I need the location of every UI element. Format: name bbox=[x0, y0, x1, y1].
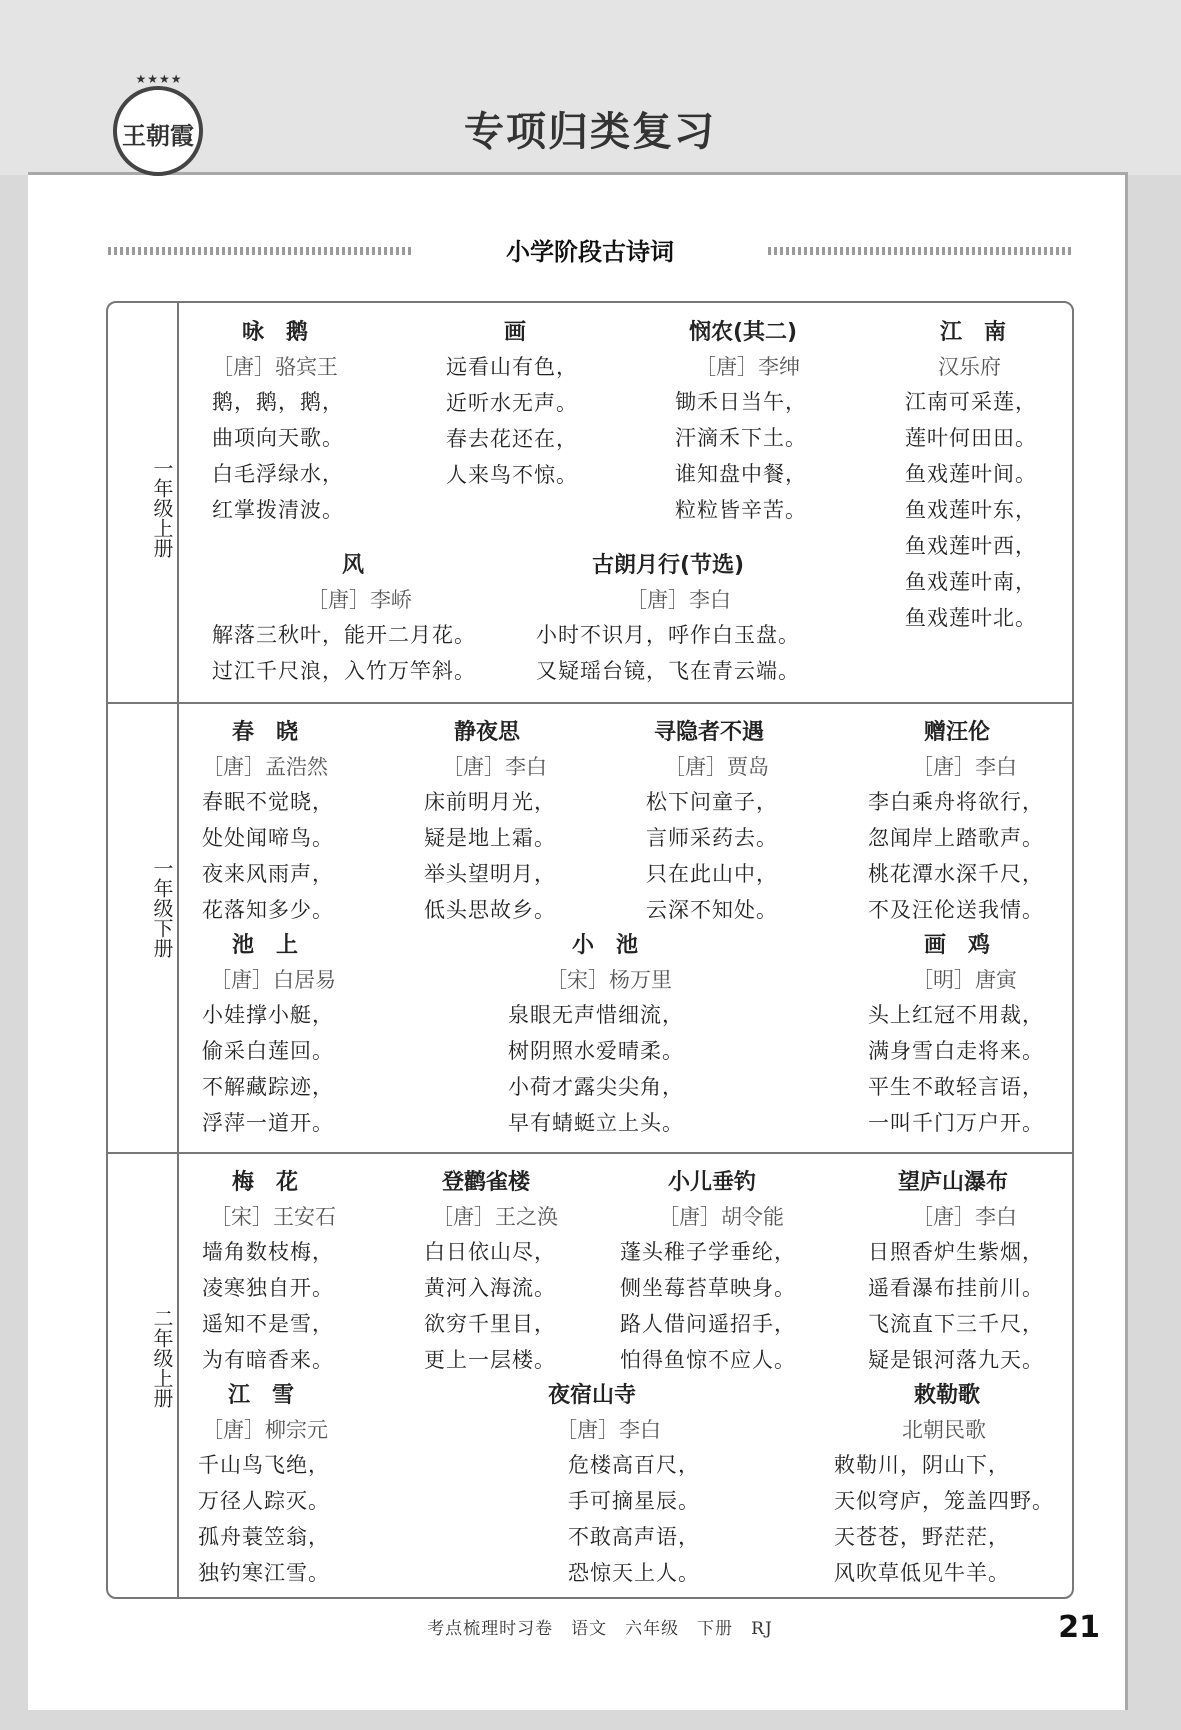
poem-chishang bbox=[202, 929, 402, 1141]
poem-title: 古朗月行(节选) bbox=[592, 553, 745, 578]
poem-title: 小 池 bbox=[572, 933, 639, 958]
poem-meihua bbox=[202, 1166, 402, 1378]
poem-line: 桃花潭水深千尺， bbox=[868, 862, 1044, 886]
poem-line: 小时不识月，呼作白玉盘。 bbox=[536, 623, 800, 647]
poem-author: ［唐］骆宾王 bbox=[212, 355, 338, 379]
section-title: 小学阶段古诗词 bbox=[506, 238, 674, 266]
poem-author: ［宋］杨万里 bbox=[546, 968, 672, 992]
poem-author: ［明］唐寅 bbox=[912, 968, 1017, 992]
poem-line: 千山鸟飞绝， bbox=[198, 1453, 330, 1477]
poem-line: 春去花还在， bbox=[446, 427, 578, 451]
poem-line: 白毛浮绿水， bbox=[212, 462, 344, 486]
poem-line: 蓬头稚子学垂纶， bbox=[620, 1240, 796, 1264]
page-number: 21 bbox=[1058, 1610, 1100, 1645]
table-column-divider bbox=[177, 303, 179, 1597]
poem-line: 天苍苍，野茫茫， bbox=[834, 1525, 1010, 1549]
poem-title: 望庐山瀑布 bbox=[898, 1170, 1009, 1195]
poem-line: 江南可采莲， bbox=[905, 390, 1037, 414]
poem-line: 举头望明月， bbox=[424, 862, 556, 886]
poem-line: 不解藏踪迹， bbox=[202, 1075, 334, 1099]
poem-line: 汗滴禾下土。 bbox=[675, 426, 807, 450]
poem-line: 小荷才露尖尖角， bbox=[508, 1075, 684, 1099]
poem-line: 谁知盘中餐， bbox=[675, 462, 807, 486]
poem-author: ［唐］孟浩然 bbox=[202, 755, 328, 779]
poem-line: 曲项向天歌。 bbox=[212, 426, 344, 450]
poem-yonge bbox=[212, 316, 412, 528]
poem-line: 鱼戏莲叶南， bbox=[905, 570, 1037, 594]
poem-line: 春眠不觉晓， bbox=[202, 790, 334, 814]
poem-line: 恐惊天上人。 bbox=[568, 1561, 700, 1585]
poem-line: 泉眼无声惜细流， bbox=[508, 1003, 684, 1027]
poem-author: ［唐］李绅 bbox=[695, 355, 800, 379]
poem-xunyinzhe bbox=[646, 716, 846, 928]
poem-line: 遥看瀑布挂前川。 bbox=[868, 1276, 1044, 1300]
poem-line: 一叫千门万户开。 bbox=[868, 1111, 1044, 1135]
poem-feng bbox=[212, 549, 502, 689]
poem-line: 平生不敢轻言语， bbox=[868, 1075, 1044, 1099]
poem-line: 锄禾日当午， bbox=[675, 390, 807, 414]
poem-author: ［唐］白居易 bbox=[210, 968, 336, 992]
poem-line: 小娃撑小艇， bbox=[202, 1003, 334, 1027]
poem-title: 小儿垂钓 bbox=[668, 1170, 757, 1195]
poem-author: ［唐］李白 bbox=[442, 755, 547, 779]
poem-minnong bbox=[675, 316, 875, 528]
poem-title: 静夜思 bbox=[454, 720, 521, 745]
poem-title: 江 南 bbox=[940, 320, 1007, 345]
poem-line: 莲叶何田田。 bbox=[905, 426, 1037, 450]
logo-text: 王朝霞 bbox=[122, 121, 194, 150]
poem-line: 近听水无声。 bbox=[446, 391, 578, 415]
poem-line: 侧坐莓苔草映身。 bbox=[620, 1276, 796, 1300]
poem-line: 怕得鱼惊不应人。 bbox=[620, 1348, 796, 1372]
poem-line: 解落三秋叶，能开二月花。 bbox=[212, 623, 476, 647]
poem-title: 敕勒歌 bbox=[914, 1383, 981, 1408]
poem-line: 过江千尺浪，入竹万竿斜。 bbox=[212, 659, 476, 683]
poem-line: 鱼戏莲叶西， bbox=[905, 534, 1037, 558]
poem-line: 红掌拨清波。 bbox=[212, 498, 344, 522]
poem-author: ［唐］李峤 bbox=[307, 588, 412, 612]
poem-line: 又疑瑶台镜，飞在青云端。 bbox=[536, 659, 800, 683]
poem-jiangxue bbox=[198, 1379, 398, 1591]
poem-line: 浮萍一道开。 bbox=[202, 1111, 334, 1135]
poem-xiaoerchuidiao bbox=[620, 1166, 840, 1378]
poem-author: ［唐］胡令能 bbox=[658, 1205, 784, 1229]
poem-line: 更上一层楼。 bbox=[424, 1348, 556, 1372]
poem-line: 凌寒独自开。 bbox=[202, 1276, 334, 1300]
grade-label-1b: 一年级下册 bbox=[150, 858, 174, 958]
poem-line: 不及汪伦送我情。 bbox=[868, 898, 1044, 922]
poem-author: 汉乐府 bbox=[938, 355, 1001, 379]
poem-line: 敕勒川，阴山下， bbox=[834, 1453, 1010, 1477]
poem-line: 墙角数枝梅， bbox=[202, 1240, 334, 1264]
poem-line: 白日依山尽， bbox=[424, 1240, 556, 1264]
poem-author: ［唐］李白 bbox=[626, 588, 731, 612]
table-row-divider bbox=[108, 702, 1072, 704]
poem-author: ［唐］李白 bbox=[912, 755, 1017, 779]
poem-wanglushan bbox=[868, 1166, 1068, 1378]
poem-title: 夜宿山寺 bbox=[548, 1383, 637, 1408]
poem-line: 鱼戏莲叶北。 bbox=[905, 606, 1037, 630]
poem-table bbox=[106, 301, 1074, 1599]
poem-line: 欲穷千里目， bbox=[424, 1312, 556, 1336]
poem-author: ［唐］柳宗元 bbox=[202, 1418, 328, 1442]
poem-line: 只在此山中， bbox=[646, 862, 778, 886]
poem-line: 树阴照水爱晴柔。 bbox=[508, 1039, 684, 1063]
poem-xiaochi bbox=[508, 929, 758, 1141]
decorative-divider-left bbox=[108, 247, 413, 255]
poem-dengquequelou bbox=[424, 1166, 624, 1378]
poem-author: 北朝民歌 bbox=[902, 1418, 986, 1442]
poem-title: 风 bbox=[342, 553, 365, 578]
poem-line: 风吹草低见牛羊。 bbox=[834, 1561, 1010, 1585]
poem-author: ［宋］王安石 bbox=[210, 1205, 336, 1229]
poem-author: ［唐］李白 bbox=[912, 1205, 1017, 1229]
poem-line: 满身雪白走将来。 bbox=[868, 1039, 1044, 1063]
poem-line: 日照香炉生紫烟， bbox=[868, 1240, 1044, 1264]
poem-title: 咏 鹅 bbox=[242, 320, 309, 345]
poem-line: 粒粒皆辛苦。 bbox=[675, 498, 807, 522]
decorative-divider-right bbox=[768, 247, 1073, 255]
poem-jingyesi bbox=[424, 716, 624, 928]
poem-title: 登鹳雀楼 bbox=[442, 1170, 531, 1195]
poem-title: 寻隐者不遇 bbox=[654, 720, 765, 745]
poem-title: 江 雪 bbox=[228, 1383, 295, 1408]
poem-author: ［唐］李白 bbox=[556, 1418, 661, 1442]
poem-line: 天似穹庐，笼盖四野。 bbox=[834, 1489, 1054, 1513]
poem-author: ［唐］王之涣 bbox=[432, 1205, 558, 1229]
poem-huaji bbox=[868, 929, 1068, 1141]
poem-line: 早有蜻蜓立上头。 bbox=[508, 1111, 684, 1135]
poem-author: ［唐］贾岛 bbox=[664, 755, 769, 779]
poem-line: 花落知多少。 bbox=[202, 898, 334, 922]
poem-zengwanglun bbox=[868, 716, 1068, 928]
poem-line: 处处闻啼鸟。 bbox=[202, 826, 334, 850]
poem-line: 远看山有色， bbox=[446, 355, 578, 379]
page-title: 专项归类复习 bbox=[464, 109, 716, 155]
poem-gulangyuexing bbox=[536, 549, 826, 689]
brand-logo bbox=[113, 72, 203, 176]
poem-line: 云深不知处。 bbox=[646, 898, 778, 922]
poem-line: 人来鸟不惊。 bbox=[446, 463, 578, 487]
poem-line: 手可摘星辰。 bbox=[568, 1489, 700, 1513]
poem-line: 言师采药去。 bbox=[646, 826, 778, 850]
grade-label-2a: 二年级上册 bbox=[150, 1308, 174, 1408]
grade-label-1a: 一年级上册 bbox=[150, 458, 174, 558]
poem-yesushansi bbox=[518, 1379, 738, 1591]
poem-line: 夜来风雨声， bbox=[202, 862, 334, 886]
poem-line: 孤舟蓑笠翁， bbox=[198, 1525, 330, 1549]
poem-line: 飞流直下三千尺， bbox=[868, 1312, 1044, 1336]
poem-line: 万径人踪灭。 bbox=[198, 1489, 330, 1513]
poem-chunxiao bbox=[202, 716, 402, 928]
poem-line: 疑是银河落九天。 bbox=[868, 1348, 1044, 1372]
poem-title: 春 晓 bbox=[232, 720, 299, 745]
table-row-divider bbox=[108, 1152, 1072, 1154]
poem-line: 鱼戏莲叶间。 bbox=[905, 462, 1037, 486]
poem-line: 危楼高百尺， bbox=[568, 1453, 700, 1477]
poem-line: 头上红冠不用裁， bbox=[868, 1003, 1044, 1027]
poem-line: 独钓寒江雪。 bbox=[198, 1561, 330, 1585]
poem-line: 黄河入海流。 bbox=[424, 1276, 556, 1300]
poem-line: 偷采白莲回。 bbox=[202, 1039, 334, 1063]
poem-line: 不敢高声语， bbox=[568, 1525, 700, 1549]
poem-title: 悯农(其二) bbox=[689, 320, 798, 345]
poem-line: 为有暗香来。 bbox=[202, 1348, 334, 1372]
poem-title: 池 上 bbox=[232, 933, 299, 958]
poem-line: 鹅，鹅，鹅， bbox=[212, 390, 344, 414]
poem-line: 疑是地上霜。 bbox=[424, 826, 556, 850]
poem-jiangnan bbox=[905, 316, 1065, 636]
poem-title: 赠汪伦 bbox=[924, 720, 991, 745]
poem-title: 梅 花 bbox=[232, 1170, 299, 1195]
poem-line: 遥知不是雪， bbox=[202, 1312, 334, 1336]
poem-line: 路人借问遥招手， bbox=[620, 1312, 796, 1336]
footer-book-info: 考点梳理时习卷 语文 六年级 下册 RJ bbox=[427, 1619, 773, 1639]
poem-title: 画 鸡 bbox=[924, 933, 991, 958]
poem-title: 画 bbox=[504, 320, 527, 345]
poem-chilege bbox=[834, 1379, 1072, 1591]
logo-stars: ★★★★ bbox=[135, 72, 183, 86]
poem-line: 低头思故乡。 bbox=[424, 898, 556, 922]
poem-hua bbox=[446, 316, 626, 493]
poem-line: 松下问童子， bbox=[646, 790, 778, 814]
poem-line: 鱼戏莲叶东， bbox=[905, 498, 1037, 522]
poem-line: 床前明月光， bbox=[424, 790, 556, 814]
poem-line: 忽闻岸上踏歌声。 bbox=[868, 826, 1044, 850]
poem-line: 李白乘舟将欲行， bbox=[868, 790, 1044, 814]
